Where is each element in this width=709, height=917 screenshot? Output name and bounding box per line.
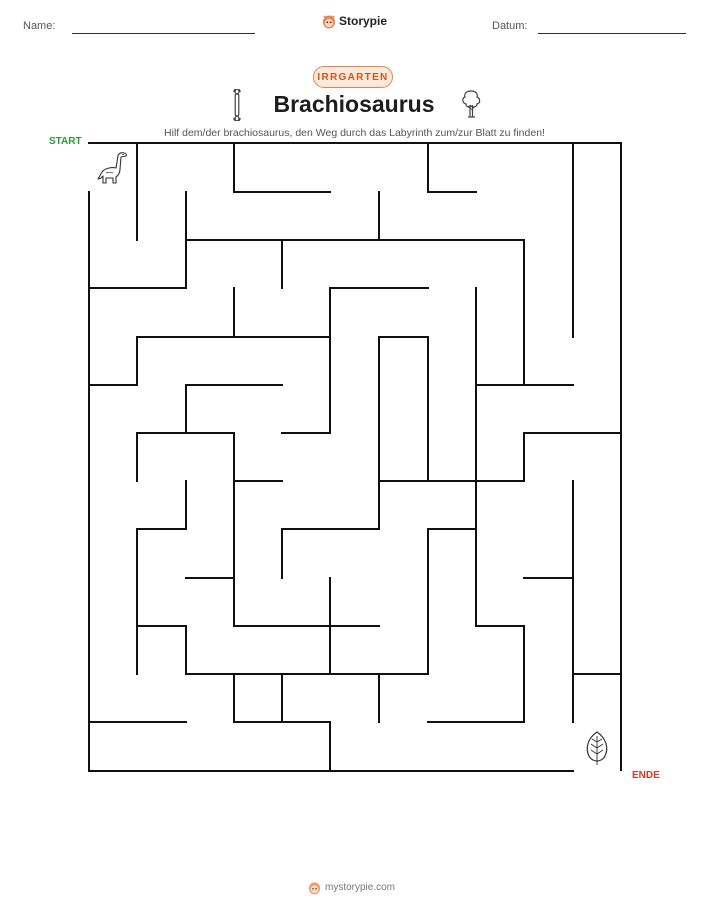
date-line[interactable]: [538, 33, 686, 34]
maze-wall: [282, 433, 379, 578]
name-label: Name:: [23, 20, 56, 32]
start-label: START: [49, 136, 82, 147]
footer: [308, 880, 395, 895]
tree-icon: [460, 88, 482, 120]
page-title: Brachiosaurus: [273, 91, 435, 117]
instructions: Hilf dem/der brachiosaurus, den Weg durch das Labyrinth zum/zur Blatt zu finden!: [164, 127, 545, 139]
brand-logo: [322, 13, 387, 29]
maze-wall: [186, 240, 573, 385]
footer-url[interactable]: mystorypie.com: [325, 882, 396, 893]
maze-wall: [524, 578, 573, 722]
maze-wall: [89, 192, 573, 771]
maze-wall: [428, 143, 476, 192]
maze-wall: [137, 433, 379, 626]
storypie-logo-icon: [322, 13, 336, 29]
leaf-icon: [583, 730, 611, 766]
maze-wall: [186, 385, 282, 433]
maze-wall: [234, 143, 330, 192]
maze-wall: [89, 143, 621, 770]
brachiosaurus-icon: [95, 150, 131, 186]
storypie-logo-icon: [308, 880, 321, 895]
brand-name: Storypie: [339, 14, 388, 28]
maze-wall: [137, 481, 186, 674]
maze-wall: [89, 192, 186, 288]
maze-wall: [234, 722, 330, 771]
date-label: Datum:: [492, 20, 528, 32]
maze-wall: [137, 529, 428, 674]
maze-wall: [379, 337, 621, 481]
maze-wall: [89, 337, 330, 385]
name-line[interactable]: [72, 33, 255, 34]
end-label: ENDE: [632, 770, 660, 781]
maze-wall: [428, 433, 524, 722]
bone-icon: [230, 89, 244, 121]
category-badge: IRRGARTEN: [313, 66, 393, 88]
maze-wall: [282, 288, 428, 433]
